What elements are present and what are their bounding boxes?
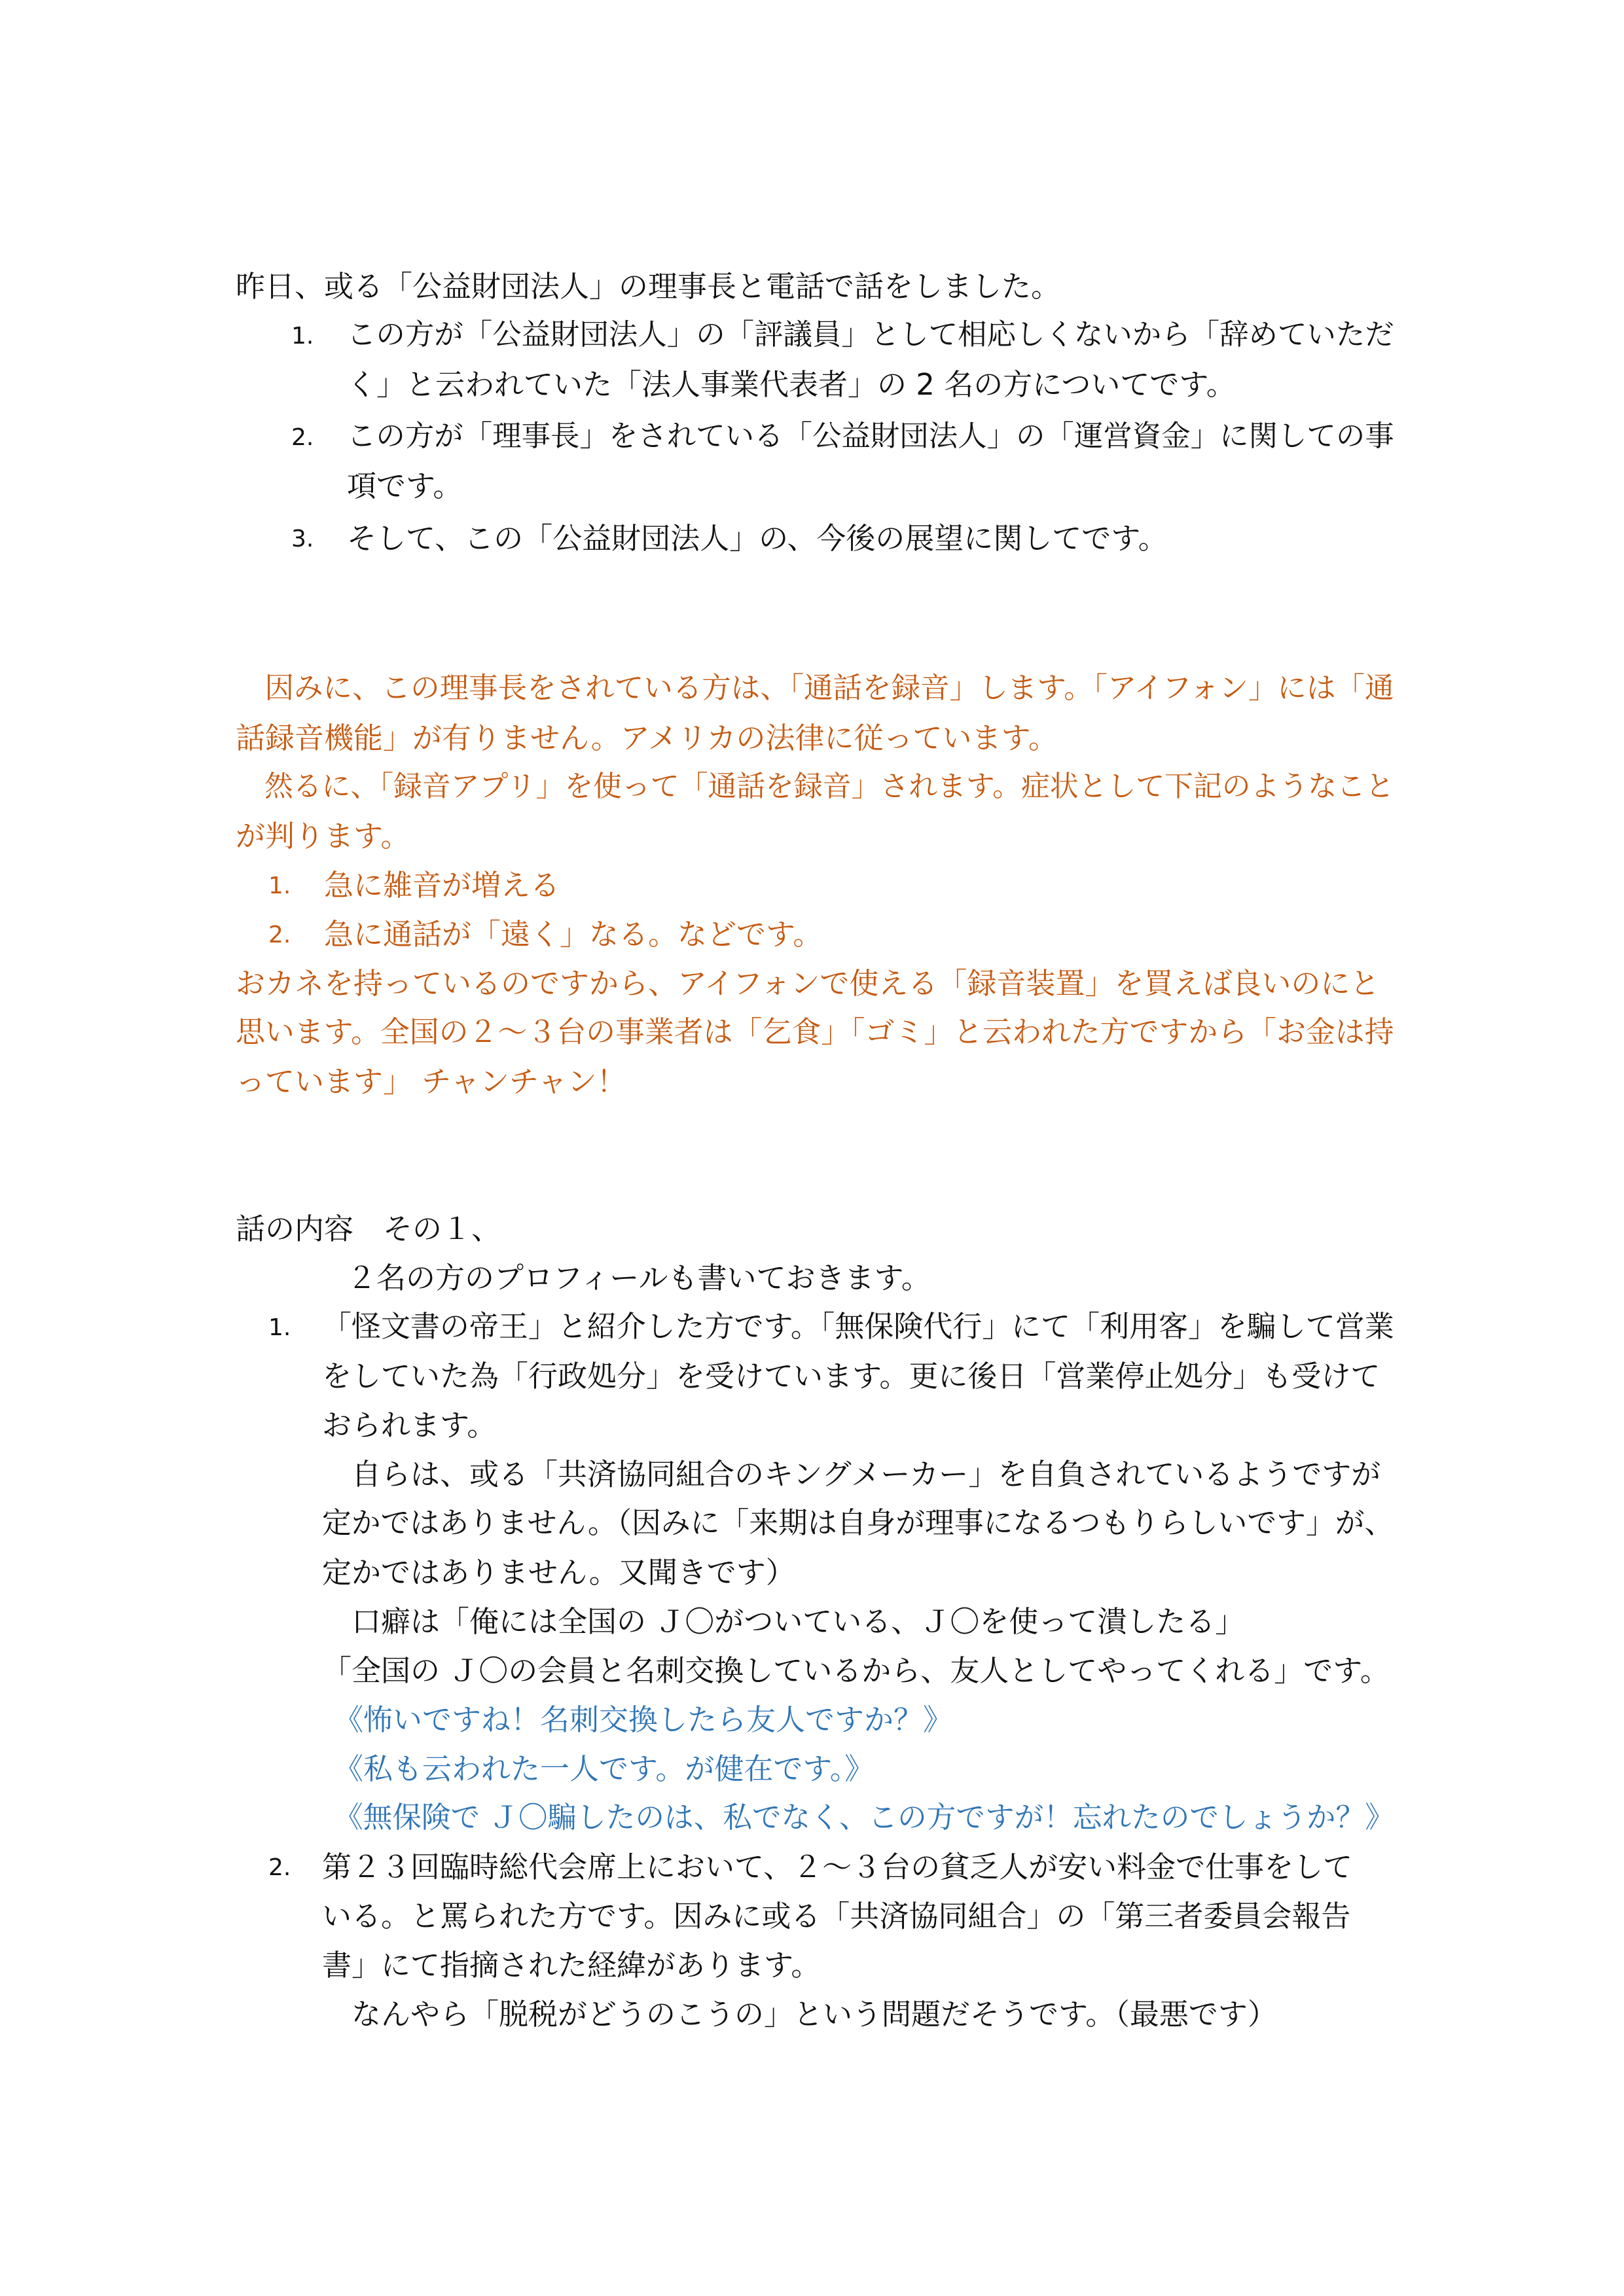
blue-comment: 《怖いですね！名刺交換したら友人ですか？》 <box>334 1702 953 1737</box>
orange-paragraph-line: 然るに、「録音アプリ」を使って「通話を録音」されます。症状として下記のようなこと <box>236 770 1394 803</box>
section-subheading: ２名の方のプロフィールも書いておきます。 <box>347 1261 931 1295</box>
blue-comment: 《私も云われた一人です。が健在です。》 <box>334 1751 875 1786</box>
blue-comment: 《無保険で Ｊ〇騙したのは、私でなく、この方ですが！忘れたのでしょうか？》 <box>334 1801 1394 1835</box>
list-item-line: く」と云われていた「法人事業代表者」の 2 名の方についてです。 <box>347 367 1236 402</box>
intro-line: 昨日、或る「公益財団法人」の理事長と電話で話をしました。 <box>236 269 1061 304</box>
list-number: 2. <box>291 424 314 451</box>
profile-line: 定かではありません。又聞きです） <box>322 1555 795 1590</box>
orange-list-item: 急に雑音が増える <box>324 868 560 903</box>
list-number: 2. <box>268 1854 291 1881</box>
profile-line: いる。と罵られた方です。因みに或る「共済協同組合」の「第三者委員会報告 <box>322 1899 1351 1933</box>
profile-line: 「怪文書の帝王」と紹介した方です。「無保険代行」にて「利用客」を騙して営業 <box>322 1309 1394 1344</box>
orange-list-number: 1. <box>268 872 291 899</box>
list-item-line: この方が「理事長」をされている「公益財団法人」の「運営資金」に関しての事 <box>347 420 1394 453</box>
list-number: 1. <box>268 1314 291 1341</box>
orange-paragraph-line: 思います。全国の２～３台の事業者は「乞食」「ゴミ」と云われた方ですから「お金は持 <box>236 1014 1394 1049</box>
profile-line: 自らは、或る「共済協同組合のキングメーカー」を自負されているようですが <box>322 1457 1381 1492</box>
profile-line: 第２３回臨時総代会席上において、２～３台の貧乏人が安い料金で仕事をして <box>322 1850 1353 1884</box>
orange-paragraph-line: が判ります。 <box>236 819 410 853</box>
orange-paragraph-line: っています」 チャンチャン！ <box>236 1064 626 1099</box>
profile-line: なんやら「脱税がどうのこうの」という問題だそうです。（最悪です） <box>322 1997 1277 2032</box>
orange-paragraph-line: 話録音機能」が有りません。アメリカの法律に従っています。 <box>236 721 1058 755</box>
profile-line: おられます。 <box>322 1408 497 1443</box>
orange-list-item: 急に通話が「遠く」なる。などです。 <box>324 917 823 952</box>
list-number: 1. <box>291 323 314 350</box>
list-item-line: 項です。 <box>347 469 463 503</box>
list-item-line: この方が「公益財団法人」の「評議員」として相応しくないから「辞めていただ <box>347 318 1394 351</box>
list-item-line: そして、この「公益財団法人」の、今後の展望に関してです。 <box>347 521 1168 556</box>
profile-line: をしていた為「行政処分」を受けています。更に後日「営業停止処分」も受けて <box>322 1359 1380 1393</box>
list-number: 3. <box>291 526 314 552</box>
section-heading: 話の内容 その１、 <box>236 1211 501 1246</box>
orange-paragraph-line: 因みに、この理事長をされている方は、「通話を録音」します。「アイフォン」には「通 <box>236 672 1394 705</box>
profile-line: 書」にて指摘された経緯があります。 <box>322 1948 821 1982</box>
orange-list-number: 2. <box>268 922 291 948</box>
profile-line: 定かではありません。（因みに「来期は自身が理事になるつもりらしいです」が、 <box>322 1505 1394 1540</box>
profile-line: 「全国の Ｊ〇の会員と名刺交換しているから、友人としてやってくれる」です。 <box>322 1653 1390 1688</box>
orange-paragraph-line: おカネを持っているのですから、アイフォンで使える「録音装置」を買えば良いのにと <box>236 966 1380 1001</box>
profile-line: 口癖は「俺には全国の Ｊ〇がついている、Ｊ〇を使って潰したる」 <box>322 1604 1245 1639</box>
